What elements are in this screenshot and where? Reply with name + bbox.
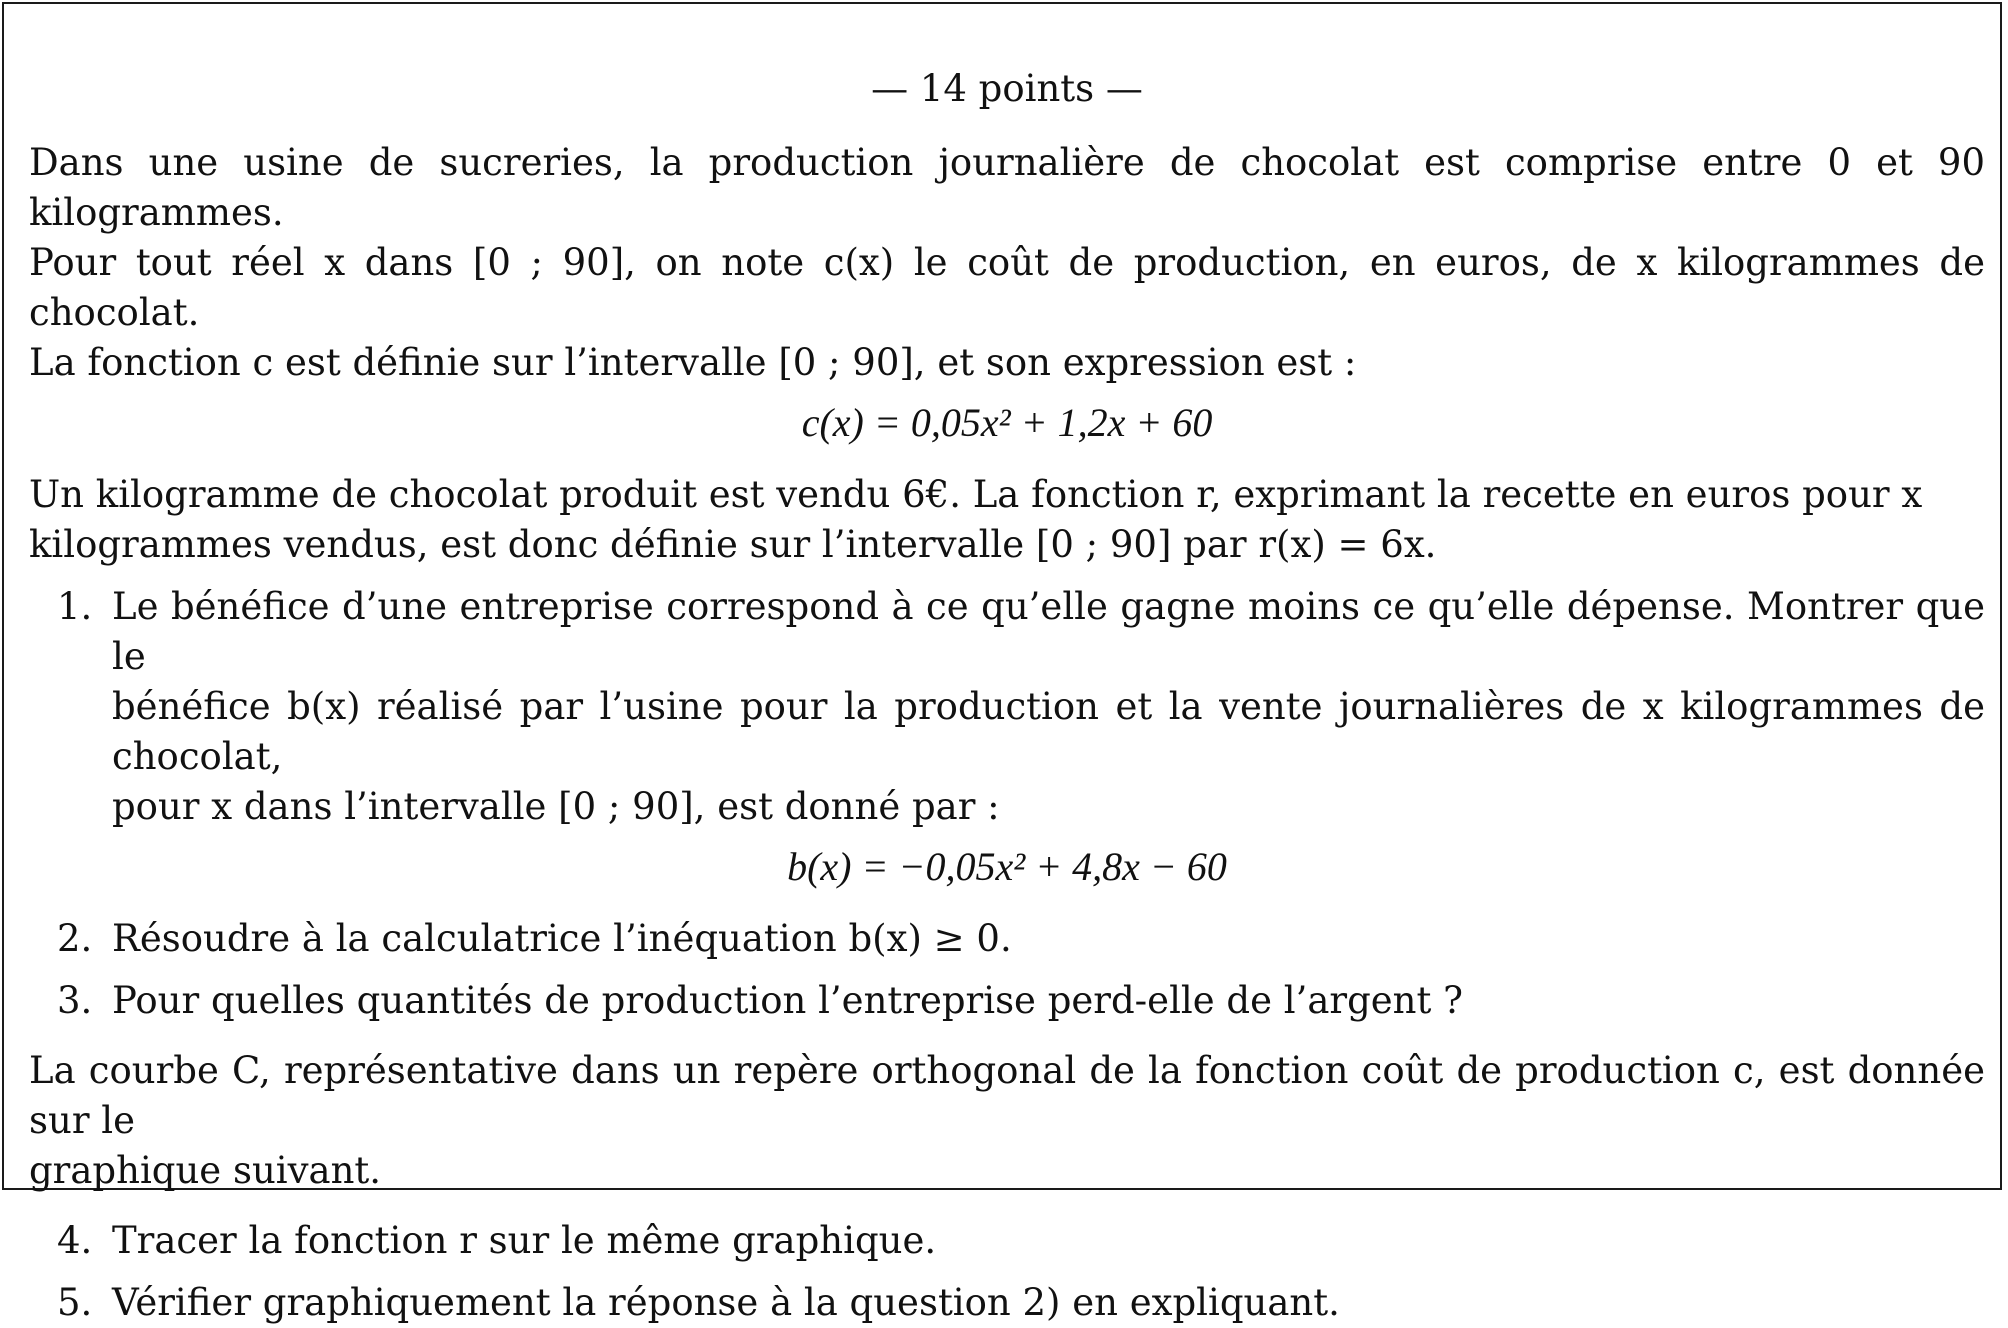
exercise-content [29,64,1985,1328]
revenue-paragraph [29,470,1985,570]
question-5-number: 5. [57,1281,93,1324]
question-2-text: Résoudre à la calculatrice l’inéquation b(x) ≥ 0. [112,917,1012,960]
question-4-number: 4. [57,1219,93,1262]
intro-line-3: La fonction c est définie sur l’intervalle [0 ; 90], et son expression est : [29,341,1357,384]
question-1-line-1: Le bénéfice d’une entreprise correspond à ce qu’elle gagne moins ce qu’elle dépense. Montrer que le [112,585,1985,678]
question-3-text: Pour quelles quantités de production l’entreprise perd-elle de l’argent ? [112,979,1463,1022]
revenue-line-1: Un kilogramme de chocolat produit est vendu 6€. La fonction r, exprimant la recette en euros pour x [29,473,1923,516]
question-5-text: Vérifier graphiquement la réponse à la question 2) en expliquant. [112,1281,1340,1324]
question-2 [29,914,1985,964]
profit-formula: b(x) = −0,05x² + 4,8x − 60 [787,844,1227,889]
question-1-line-3: pour x dans l’intervalle [0 ; 90], est donné par : [112,785,1000,828]
intro-line-2: Pour tout réel x dans [0 ; 90], on note c(x) le coût de production, en euros, de x kilogrammes de chocolat. [29,241,1985,334]
exercise-frame [2,2,2002,1324]
questions-list-b [29,1216,1985,1328]
question-3 [29,976,1985,1026]
question-5 [29,1278,1985,1328]
revenue-line-2: kilogrammes vendus, est donc définie sur l’intervalle [0 ; 90] par r(x) = 6x. [29,523,1437,566]
questions-list-a [29,582,1985,1026]
intro-paragraph [29,138,1985,388]
question-1-line-2: bénéfice b(x) réalisé par l’usine pour la production et la vente journalières de x kilogrammes de chocolat, [112,685,1985,778]
curve-paragraph [29,1046,1985,1196]
curve-line-2: graphique suivant. [29,1149,382,1192]
question-2-number: 2. [57,917,93,960]
question-1 [29,582,1985,892]
points-heading: — 14 points — [871,67,1143,110]
curve-line-1: La courbe C, représentative dans un repère orthogonal de la fonction coût de production c, est donnée sur le [29,1049,1985,1142]
intro-line-1: Dans une usine de sucreries, la production journalière de chocolat est comprise entre 0 et 90 kilogrammes. [29,141,1985,234]
cost-formula: c(x) = 0,05x² + 1,2x + 60 [801,400,1213,445]
question-1-number: 1. [57,585,93,628]
question-3-number: 3. [57,979,93,1022]
question-4-text: Tracer la fonction r sur le même graphique. [112,1219,937,1262]
question-4 [29,1216,1985,1266]
